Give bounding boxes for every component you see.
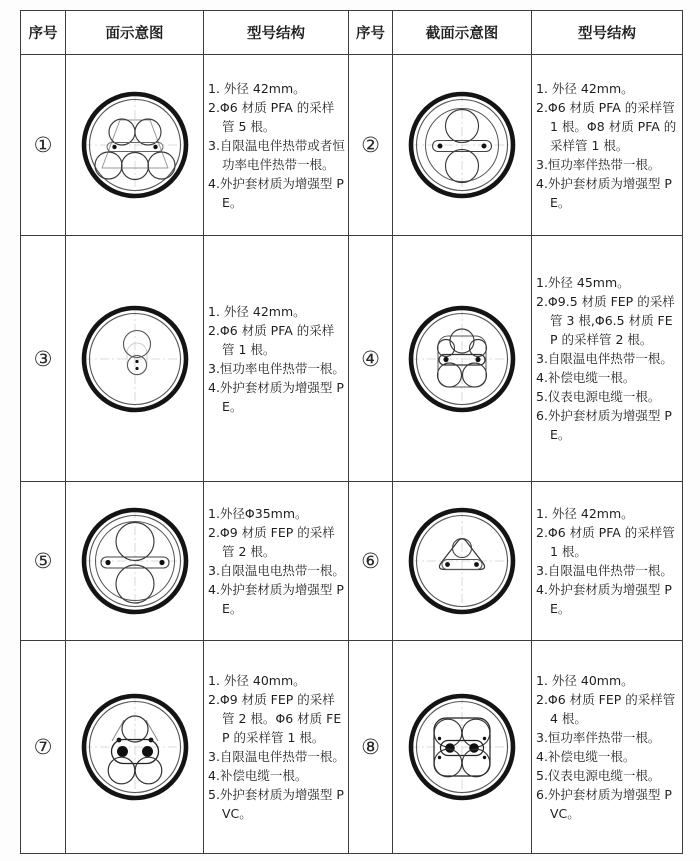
spec-line: 1. 外径 42mm。 [208, 303, 306, 319]
spec-line: 5.仪表电源电缆一根。 [536, 768, 661, 783]
five-tube-mixed-bundle-diagram [402, 299, 522, 419]
two-tube-heater-bundle-diagram [402, 85, 522, 205]
spec-line: 1. 外径 42mm。 [536, 80, 634, 96]
spec-line: 4.补偿电缆一根。 [208, 768, 308, 783]
item-number-cell: ③ [21, 236, 66, 482]
diagram-cell [66, 482, 204, 641]
table-row [21, 55, 683, 236]
spec-line: 1.外径 45mm。 [536, 275, 630, 290]
spec-line: 4.外护套材质为增强型 PE。 [208, 582, 344, 616]
header-seq-right: 序号 [349, 11, 393, 55]
spec-line: 5.外护套材质为增强型 PVC。 [208, 787, 344, 821]
spec-line: 1. 外径 40mm。 [536, 673, 634, 688]
cable-spec-table [20, 10, 683, 854]
spec-line: 3.恒功率伴热带一根。 [536, 730, 661, 745]
spec-cell [204, 641, 349, 854]
two-large-tube-bundle-diagram [75, 501, 195, 621]
spec-line: 2.Φ9 材质 FEP 的采样管 2 根。 [208, 525, 335, 559]
spec-cell [204, 55, 349, 236]
spec-line: 4.外护套材质为增强型 PE。 [208, 379, 344, 414]
item-number-cell: ⑤ [21, 482, 66, 641]
spec-cell [532, 641, 683, 854]
spec-line: 6.外护套材质为增强型 PVC。 [536, 787, 672, 821]
spec-line: 2.Φ9.5 材质 FEP 的采样管 3 根,Φ6.5 材质 FEP 的采样管 2 根。 [536, 294, 675, 347]
table-row [21, 236, 683, 482]
spec-line: 1. 外径 40mm。 [208, 673, 306, 688]
table-row [21, 641, 683, 854]
item-number-cell: ② [349, 55, 393, 236]
spec-line: 3.自限温电电热带一根。 [208, 563, 345, 578]
spec-line: 3.恒功率电伴热带一根。 [208, 360, 345, 376]
header-diagram-left: 面示意图 [66, 11, 204, 55]
spec-line: 1. 外径 42mm。 [536, 506, 634, 521]
item-number-cell: ⑧ [349, 641, 393, 854]
diagram-cell [66, 236, 204, 482]
header-row [21, 11, 683, 55]
spec-line: 6.外护套材质为增强型 PE。 [536, 408, 672, 442]
spec-line: 2.Φ9 材质 FEP 的采样管 2 根。Φ6 材质 FEP 的采样管 1 根。 [208, 692, 342, 745]
header-diagram-right: 截面示意图 [393, 11, 532, 55]
diagram-cell [393, 641, 532, 854]
spec-line: 5.仪表电源电缆一根。 [536, 389, 661, 404]
spec-cell [532, 55, 683, 236]
spec-line: 2.Φ6 材质 FEP 的采样管 4 根。 [536, 692, 676, 726]
header-structure-left: 型号结构 [204, 11, 349, 55]
spec-line: 3.自限温电伴热带一根。 [536, 351, 673, 366]
spec-line: 3.自限温电伴热带一根。 [208, 749, 345, 764]
spec-line: 2.Φ6 材质 PFA 的采样管 5 根。 [208, 99, 335, 134]
header-seq-left: 序号 [21, 11, 66, 55]
spec-line: 4.外护套材质为增强型 PE。 [208, 175, 344, 210]
four-tube-bundle-diagram [402, 687, 522, 807]
spec-line: 4.外护套材质为增强型 PE。 [536, 175, 672, 210]
spec-line: 2.Φ6 材质 PFA 的采样管 1 根。 [536, 525, 675, 559]
spec-cell [532, 482, 683, 641]
item-number-cell: ① [21, 55, 66, 236]
table-body [21, 55, 683, 854]
diagram-cell [393, 236, 532, 482]
three-tube-heater-bundle-diagram [75, 687, 195, 807]
diagram-cell [66, 641, 204, 854]
cable-spec-table-wrap [20, 10, 683, 854]
spec-line: 1. 外径 42mm。 [208, 80, 306, 96]
spec-line: 4.补偿电缆一根。 [536, 370, 636, 385]
header-structure-right: 型号结构 [532, 11, 683, 55]
table-row [21, 482, 683, 641]
spec-line: 4.补偿电缆一根。 [536, 749, 636, 764]
spec-line: 2.Φ6 材质 PFA 的采样管 1 根。Φ8 材质 PFA 的采样管 1 根。 [536, 99, 677, 153]
spec-line: 2.Φ6 材质 PFA 的采样管 1 根。 [208, 322, 335, 357]
spec-line: 3.恒功率伴热带一根。 [536, 156, 661, 172]
table-header [21, 11, 683, 55]
diagram-cell [66, 55, 204, 236]
item-number-cell: ⑦ [21, 641, 66, 854]
spec-line: 3.自限温电伴热带一根。 [536, 563, 673, 578]
spec-line: 1.外径Φ35mm。 [208, 506, 308, 521]
item-number-cell: ⑥ [349, 482, 393, 641]
diagram-cell [393, 55, 532, 236]
five-tube-bundle-diagram [75, 85, 195, 205]
spec-line: 3.自限温电伴热带或者恒功率电伴热带一根。 [208, 137, 345, 172]
item-number-cell: ④ [349, 236, 393, 482]
spec-cell [204, 236, 349, 482]
spec-cell [532, 236, 683, 482]
spec-cell [204, 482, 349, 641]
diagram-cell [393, 482, 532, 641]
single-tube-triangle-bundle-diagram [402, 501, 522, 621]
single-tube-small-heater-diagram [75, 299, 195, 419]
spec-line: 4.外护套材质为增强型 PE。 [536, 582, 672, 616]
